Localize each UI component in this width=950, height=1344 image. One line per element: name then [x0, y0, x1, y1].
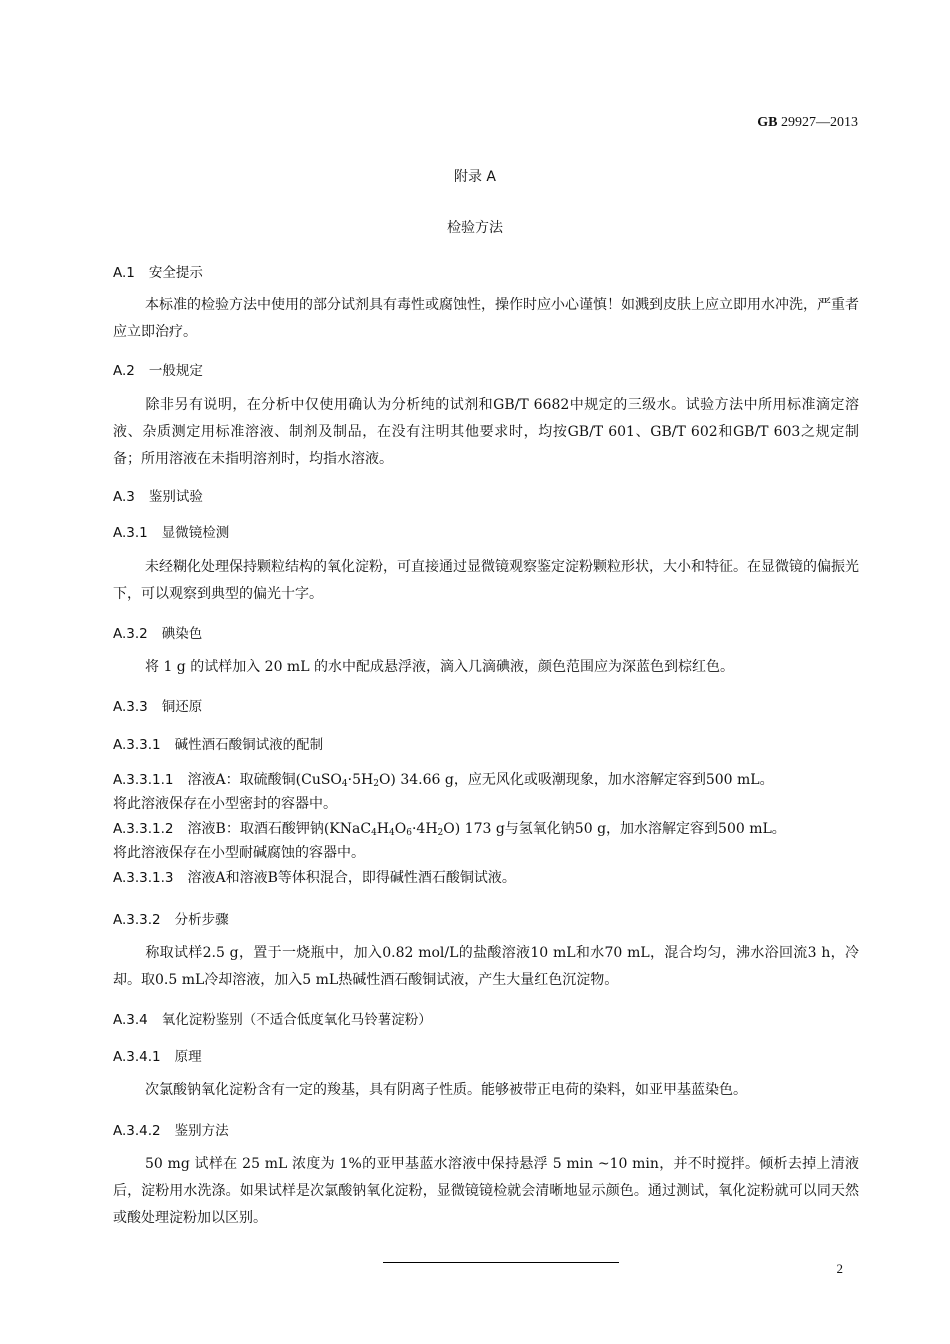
item-text: 溶液A和溶液B等体积混合，即得碱性酒石酸铜试液。	[187, 870, 516, 886]
heading-text: 鉴别方法	[174, 1123, 229, 1139]
heading-text: 原理	[174, 1049, 202, 1065]
item-a3312-line2: 将此溶液保存在小型耐碱腐蚀的容器中。	[113, 845, 365, 861]
heading-text: 碱性酒石酸铜试液的配制	[174, 737, 324, 753]
heading-text: 铜还原	[161, 699, 203, 715]
heading-number: A.3.1	[113, 525, 148, 541]
heading-a3	[113, 485, 203, 505]
heading-a342	[113, 1119, 229, 1139]
subscript: 6	[406, 828, 412, 838]
heading-a33	[113, 695, 202, 715]
heading-number: A.3.3.2	[113, 912, 161, 928]
paragraph-a1	[113, 292, 859, 346]
standard-code: 29927—2013	[781, 115, 858, 130]
paragraph-text: 称取试样2.5 g，置于一烧瓶中，加入0.82 mol/L的盐酸溶液10 mL和水70 mL，混合均匀，沸水浴回流3 h，冷却。取0.5 mL冷却溶液，加入5 mL热碱性酒石酸铜试液，产生大量红色沉淀物。	[113, 945, 859, 988]
item-number: A.3.3.1.3	[113, 870, 174, 886]
item-text: ·4H	[411, 821, 438, 837]
paragraph-a32	[113, 654, 859, 681]
standard-number	[757, 115, 858, 131]
subscript: 2	[437, 828, 444, 838]
section-title: 检验方法	[447, 220, 503, 236]
paragraph-text: 未经糊化处理保持颗粒结构的氧化淀粉，可直接通过显微镜观察鉴定淀粉颗粒形状，大小和特征。在显微镜的偏振光下，可以观察到典型的偏光十字。	[113, 559, 859, 602]
footer-rule	[383, 1262, 619, 1263]
heading-a34	[113, 1008, 432, 1028]
paragraph-a332	[113, 940, 859, 994]
item-a3311-line2: 将此溶液保存在小型密封的容器中。	[113, 796, 337, 812]
heading-a31	[113, 521, 229, 541]
item-text: O	[394, 821, 407, 837]
item-number: A.3.3.1.2	[113, 821, 174, 837]
heading-a1	[113, 261, 203, 281]
heading-a32	[113, 622, 202, 642]
subscript: 4	[341, 779, 348, 789]
standard-prefix: GB	[757, 115, 778, 130]
item-a3313	[113, 866, 859, 891]
item-number: A.3.3.1.1	[113, 772, 174, 788]
heading-a331	[113, 733, 323, 753]
heading-number: A.3.4.1	[113, 1049, 161, 1065]
heading-text: 显微镜检测	[161, 525, 230, 541]
subscript: 2	[373, 779, 379, 789]
heading-number: A.3.4.2	[113, 1123, 161, 1139]
paragraph-a342	[113, 1151, 859, 1232]
item-text: H	[376, 821, 390, 837]
item-text: O) 34.66 g，应无风化或吸潮现象，加水溶解定容到500 mL。	[378, 772, 774, 788]
subscript: 4	[371, 828, 377, 838]
paragraph-text: 本标准的检验方法中使用的部分试剂具有毒性或腐蚀性，操作时应小心谨慎！如溅到皮肤上应立即用水冲洗，严重者应立即治疗。	[113, 297, 859, 340]
paragraph-text: 50 mg 试样在 25 mL 浓度为 1%的亚甲基蓝水溶液中保持悬浮 5 min ~10 min，并不时搅拌。倾析去掉上清液后，淀粉用水洗涤。如果试样是次氯酸钠氧化淀粉，显微镜镜检就会清晰地显示颜色。通过测试，氧化淀粉就可以同天然或酸处理淀粉加以区别。	[113, 1156, 859, 1226]
heading-text: 氧化淀粉鉴别（不适合低度氧化马铃薯淀粉）	[161, 1012, 432, 1028]
heading-number: A.3	[113, 489, 135, 505]
paragraph-a2	[113, 392, 859, 473]
paragraph-a31	[113, 554, 859, 608]
heading-number: A.3.4	[113, 1012, 148, 1028]
heading-number: A.3.2	[113, 626, 148, 642]
heading-number: A.1	[113, 265, 135, 281]
heading-number: A.3.3.1	[113, 737, 161, 753]
heading-number: A.2	[113, 363, 135, 379]
heading-a341	[113, 1045, 202, 1065]
heading-text: 一般规定	[148, 363, 203, 379]
item-text: O) 173 g与氢氧化钠50 g，加水溶解定容到500 mL。	[443, 821, 786, 837]
item-text: 溶液A：取硫酸铜(CuSO	[187, 772, 342, 788]
paragraph-a341	[113, 1077, 859, 1104]
heading-text: 安全提示	[148, 265, 203, 281]
subscript: 4	[389, 828, 395, 838]
paragraph-text: 将 1 g 的试样加入 20 mL 的水中配成悬浮液，滴入几滴碘液，颜色范围应为深蓝色到棕红色。	[145, 659, 734, 675]
paragraph-text: 除非另有说明，在分析中仅使用确认为分析纯的试剂和GB/T 6682中规定的三级水。试验方法中所用标准滴定溶液、杂质测定用标准溶液、制剂及制品，在没有注明其他要求时，均按GB/T 601、GB/T 602和GB/T 603之规定制备；所用溶液在未指明溶剂时，均指水溶液。	[113, 397, 859, 467]
heading-text: 分析步骤	[174, 912, 229, 928]
paragraph-text: 次氯酸钠氧化淀粉含有一定的羧基，具有阴离子性质。能够被带正电荷的染料，如亚甲基蓝染色。	[145, 1082, 747, 1098]
appendix-title: 附录 A	[453, 169, 497, 185]
heading-text: 鉴别试验	[148, 489, 203, 505]
page-number: 2	[836, 1261, 843, 1276]
heading-text: 碘染色	[161, 626, 203, 642]
item-text: 溶液B：取酒石酸钾钠(KNaC	[187, 821, 372, 837]
heading-a2	[113, 359, 203, 379]
heading-number: A.3.3	[113, 699, 148, 715]
item-text: ·5H	[347, 772, 374, 788]
heading-a332	[113, 908, 229, 928]
